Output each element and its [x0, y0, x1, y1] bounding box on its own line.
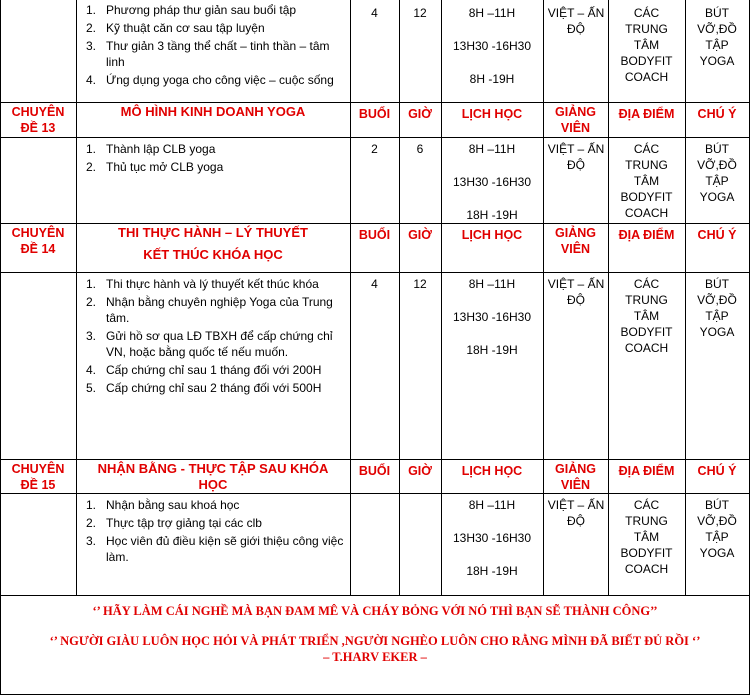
schedule-times [441, 5, 543, 87]
schedule-time: 8H –11H [468, 6, 516, 20]
schedule-time: 8H -19H [469, 72, 515, 86]
schedule-time: 18H -19H [466, 208, 518, 222]
schedule-times [441, 276, 543, 358]
list-item: 4. Ứng dụng yoga cho công việc – cuộc sống [86, 73, 334, 87]
grid-line [543, 0, 544, 595]
note-value: BÚT VỠ,ĐỒ TẬP YOGA [697, 142, 737, 204]
schedule-time: 18H -19H [466, 343, 518, 357]
sessions-value: 4 [371, 277, 378, 291]
header-hours: GIỜ [408, 464, 432, 478]
instructor-value: VIỆT – ẤN ĐỘ [547, 6, 605, 36]
note-value: BÚT VỠ,ĐỒ TẬP YOGA [697, 277, 737, 339]
header-location: ĐỊA ĐIỂM [618, 228, 675, 242]
location-value: CÁC TRUNG TÂM BODYFIT COACH [620, 277, 673, 355]
location-value: CÁC TRUNG TÂM BODYFIT COACH [620, 142, 673, 220]
list-item: 2. Nhận bằng chuyên nghiệp Yoga của Trung tâm. [86, 295, 333, 325]
location-value: CÁC TRUNG TÂM BODYFIT COACH [620, 498, 673, 576]
hours-value: 6 [416, 142, 424, 156]
topic-title: NHẬN BẰNG - THỰC TẬP SAU KHÓA HỌC [97, 461, 329, 492]
topic-title: THI THỰC HÀNH – LÝ THUYẾT KẾT THÚC KHÓA HỌC [118, 225, 308, 262]
schedule-times [441, 141, 543, 223]
content-list [80, 2, 346, 90]
list-item: 4. Cấp chứng chỉ sau 1 tháng đối với 200H [86, 363, 322, 377]
header-schedule: LỊCH HỌC [461, 464, 523, 478]
list-item: 5. Cấp chứng chỉ sau 2 tháng đối với 500H [86, 381, 322, 395]
quote-line: ‘’ HÃY LÀM CÁI NGHỀ MÀ BẠN ĐAM MÊ VÀ CHÁY BỎNG VỚI NÓ THÌ BẠN SẼ THÀNH CÔNG’’ [92, 604, 658, 618]
sessions-value: 2 [371, 142, 378, 156]
grid-line [350, 0, 351, 595]
list-item: 1. Thành lập CLB yoga [86, 142, 216, 156]
header-instructor: GIẢNG VIÊN [555, 226, 596, 256]
instructor-value: VIỆT – ẤN ĐỘ [547, 142, 605, 172]
grid-line [0, 137, 750, 138]
list-item: 1. Thi thực hành và lý thuyết kết thúc khóa [86, 277, 319, 291]
header-instructor: GIẢNG VIÊN [555, 105, 596, 135]
schedule-time: 13H30 -16H30 [452, 39, 532, 53]
schedule-time: 8H –11H [468, 498, 516, 512]
hours-value: 12 [413, 277, 427, 291]
list-item: 3. Gửi hồ sơ qua LĐ TBXH để cấp chứng chỉ VN, hoặc bằng quốc tế nếu muốn. [86, 329, 333, 359]
header-sessions: BUỔI [358, 228, 391, 242]
header-hours: GIỜ [408, 228, 432, 242]
topic-title: MÔ HÌNH KINH DOANH YOGA [120, 104, 306, 119]
header-note: CHÚ Ý [697, 228, 737, 242]
grid-line [0, 102, 750, 103]
header-note: CHÚ Ý [697, 107, 737, 121]
grid-line [0, 493, 750, 494]
schedule-time: 13H30 -16H30 [452, 310, 532, 324]
content-list [80, 141, 346, 177]
sessions-value: 4 [371, 6, 378, 20]
header-sessions: BUỔI [358, 107, 391, 121]
grid-line [0, 0, 1, 595]
header-location: ĐỊA ĐIỂM [618, 107, 675, 121]
header-location: ĐỊA ĐIỂM [618, 464, 675, 478]
list-item: 3. Thư giản 3 tầng thể chất – tinh thần – tâm linh [86, 39, 330, 69]
quote-line: ‘’ NGƯỜI GIÀU LUÔN HỌC HỎI VÀ PHÁT TRIỂN ,NGƯỜI NGHÈO LUÔN CHO RẰNG MÌNH ĐÃ BIẾT ĐỦ RỒI ‘’ [49, 634, 701, 648]
header-sessions: BUỔI [358, 464, 391, 478]
schedule-time: 18H -19H [466, 564, 518, 578]
schedule-time: 13H30 -16H30 [452, 531, 532, 545]
header-instructor: GIẢNG VIÊN [555, 462, 596, 492]
list-item: 1. Phương pháp thư giản sau buổi tập [86, 3, 297, 17]
footer-quotes [0, 595, 750, 695]
schedule-time: 13H30 -16H30 [452, 175, 532, 189]
instructor-value: VIỆT – ẤN ĐỘ [547, 277, 605, 307]
content-list [80, 276, 346, 398]
topic-number: CHUYÊN ĐỀ 14 [11, 226, 65, 256]
grid-line [0, 272, 750, 273]
header-schedule: LỊCH HỌC [461, 228, 523, 242]
instructor-value: VIỆT – ẤN ĐỘ [547, 498, 605, 528]
topic-number: CHUYÊN ĐỀ 13 [11, 105, 65, 135]
note-value: BÚT VỠ,ĐỒ TẬP YOGA [697, 498, 737, 560]
header-schedule: LỊCH HỌC [461, 107, 523, 121]
schedule-times [441, 497, 543, 579]
content-list [80, 497, 346, 567]
list-item: 1. Nhận bằng sau khoá học [86, 498, 240, 512]
hours-value: 12 [413, 6, 427, 20]
grid-line [399, 0, 400, 595]
list-item: 3. Học viên đủ điều kiện sẽ giới thiệu công việc làm. [86, 534, 344, 564]
list-item: 2. Thủ tục mở CLB yoga [86, 160, 224, 174]
header-hours: GIỜ [408, 107, 432, 121]
grid-line [0, 459, 750, 460]
header-note: CHÚ Ý [697, 464, 737, 478]
location-value: CÁC TRUNG TÂM BODYFIT COACH [620, 6, 673, 84]
note-value: BÚT VỠ,ĐỒ TẬP YOGA [697, 6, 737, 68]
schedule-time: 8H –11H [468, 277, 516, 291]
grid-line [0, 223, 750, 224]
quote-author: – T.HARV EKER – [323, 650, 427, 664]
schedule-time: 8H –11H [468, 142, 516, 156]
list-item: 2. Thực tập trợ giảng tại các clb [86, 516, 262, 530]
grid-line [76, 0, 77, 595]
list-item: 2. Kỹ thuật căn cơ sau tập luyện [86, 21, 265, 35]
topic-number: CHUYÊN ĐỀ 15 [11, 462, 65, 492]
